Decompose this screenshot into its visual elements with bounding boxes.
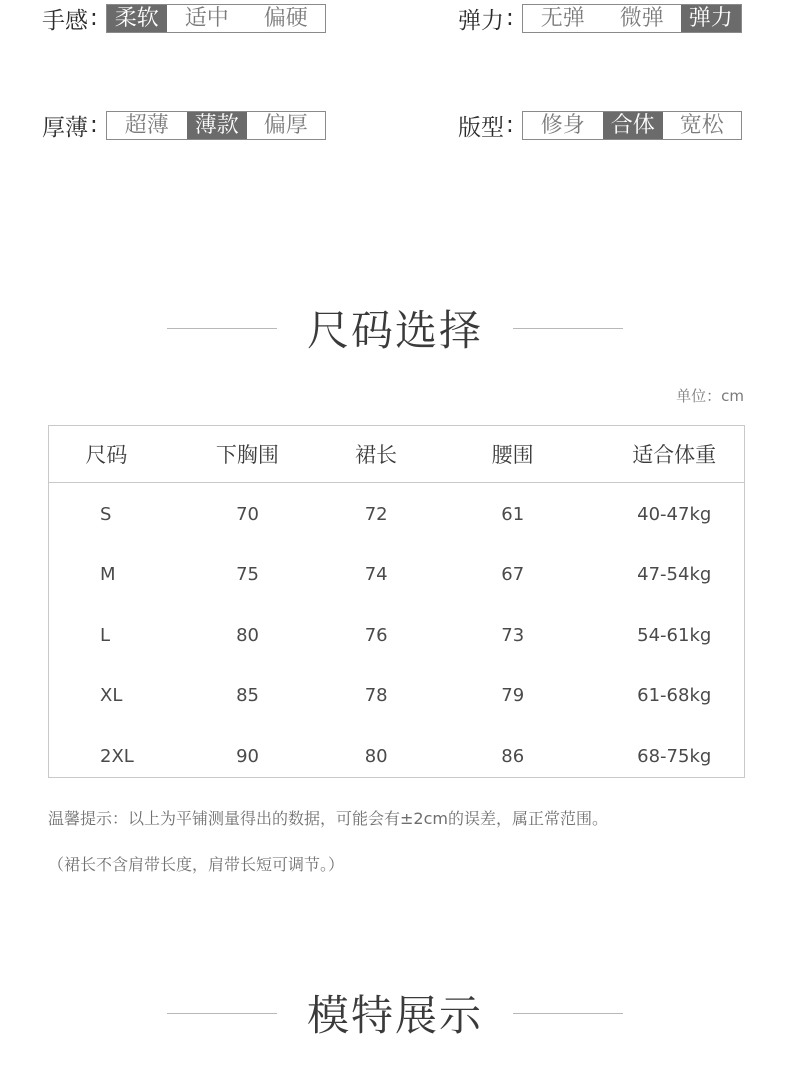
table-row [49, 726, 744, 787]
cell-weight: 40-47kg [637, 503, 712, 525]
attr-fit-options [522, 111, 742, 140]
cell-underbust: 75 [236, 564, 259, 586]
cell-waist: 67 [501, 564, 525, 586]
option-stretch[interactable]: 弹力 [681, 5, 741, 32]
cell-waist: 61 [501, 503, 525, 525]
table-row [49, 605, 744, 666]
option-slight-stretch[interactable]: 微弹 [619, 5, 664, 31]
cell-underbust: 85 [236, 685, 259, 707]
option-thick[interactable]: 偏厚 [263, 112, 308, 138]
cell-size: XL [100, 685, 123, 707]
option-loose[interactable]: 宽松 [679, 112, 724, 138]
attr-elasticity [458, 3, 742, 33]
cell-weight: 47-54kg [637, 564, 712, 586]
cell-skirt-length: 78 [364, 685, 388, 707]
table-row [49, 484, 744, 545]
attr-colon: : [90, 112, 98, 138]
attr-feel-options [106, 4, 326, 33]
option-thin[interactable]: 薄款 [187, 112, 247, 139]
cell-underbust: 90 [236, 745, 259, 767]
unit-label: 单位：cm [676, 387, 744, 405]
option-regular[interactable]: 合体 [603, 112, 663, 139]
option-medium[interactable]: 适中 [184, 5, 229, 31]
cell-underbust: 80 [236, 624, 259, 646]
attr-elasticity-options [522, 4, 742, 33]
cell-skirt-length: 72 [364, 503, 388, 525]
option-slim[interactable]: 修身 [540, 112, 585, 138]
attr-colon: : [90, 5, 98, 31]
header-waist: 腰围 [491, 443, 534, 467]
size-section-title: 尺码选择 [306, 306, 483, 355]
attr-colon: : [506, 5, 514, 31]
attr-feel-label: 手感 [42, 7, 88, 34]
divider-left [167, 328, 277, 329]
cell-size: S [100, 503, 112, 525]
cell-waist: 86 [501, 745, 525, 767]
cell-weight: 54-61kg [637, 624, 712, 646]
table-header [49, 426, 744, 483]
attr-thickness [42, 110, 326, 140]
table-row [49, 666, 744, 727]
header-weight: 适合体重 [632, 443, 717, 467]
cell-waist: 79 [501, 685, 525, 707]
cell-waist: 73 [501, 624, 525, 646]
attr-fit [458, 110, 742, 140]
cell-weight: 61-68kg [637, 685, 712, 707]
option-ultra-thin[interactable]: 超薄 [124, 112, 169, 138]
size-table [48, 425, 745, 778]
attr-elasticity-label: 弹力 [458, 7, 504, 34]
cell-size: L [100, 624, 111, 646]
cell-skirt-length: 80 [364, 745, 388, 767]
option-no-stretch[interactable]: 无弹 [540, 5, 585, 31]
size-section-heading [0, 298, 790, 358]
cell-size: M [100, 564, 116, 586]
model-section-title: 模特展示 [306, 991, 483, 1040]
model-section-heading [0, 983, 790, 1043]
cell-weight: 68-75kg [637, 745, 712, 767]
table-row [49, 545, 744, 606]
attr-thickness-label: 厚薄 [42, 114, 88, 141]
option-hard[interactable]: 偏硬 [263, 5, 308, 31]
header-size: 尺码 [85, 443, 128, 467]
measurement-tip: 温馨提示：以上为平铺测量得出的数据，可能会有±2cm的误差，属正常范围。 [48, 809, 608, 828]
attr-thickness-options [106, 111, 326, 140]
attr-fit-label: 版型 [458, 114, 504, 141]
attr-feel [42, 3, 326, 33]
cell-size: 2XL [100, 745, 134, 767]
divider-right [513, 1013, 623, 1014]
header-skirt-length: 裙长 [355, 443, 398, 467]
option-soft[interactable]: 柔软 [107, 5, 167, 32]
divider-left [167, 1013, 277, 1014]
header-underbust: 下胸围 [215, 443, 279, 467]
divider-right [513, 328, 623, 329]
cell-skirt-length: 74 [364, 564, 388, 586]
cell-underbust: 70 [236, 503, 259, 525]
strap-note: （裙长不含肩带长度，肩带长短可调节。） [48, 855, 345, 874]
attr-colon: : [506, 112, 514, 138]
cell-skirt-length: 76 [364, 624, 388, 646]
